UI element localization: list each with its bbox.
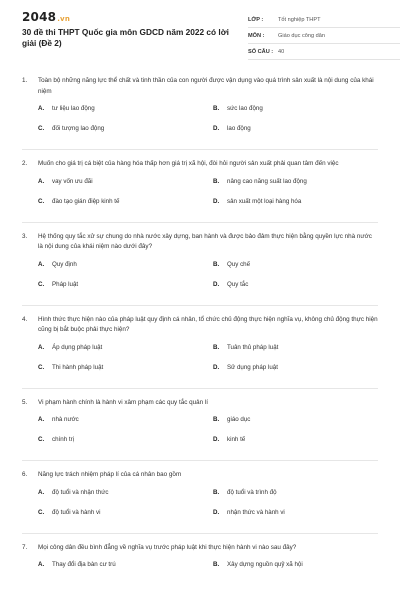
question-body: Vi phạm hành chính là hành vi xâm phạm các quy tắc quản lí bbox=[38, 398, 209, 406]
question-number: 2. bbox=[22, 160, 28, 167]
answer-options bbox=[38, 416, 378, 456]
option-key: A. bbox=[38, 260, 45, 268]
option-key: D. bbox=[213, 436, 220, 443]
question-text bbox=[22, 315, 378, 336]
option-text: Quy chế bbox=[227, 260, 251, 268]
answer-option[interactable] bbox=[213, 261, 378, 281]
option-key: C. bbox=[38, 280, 45, 288]
option-text: sản xuất một loại hàng hóa bbox=[227, 197, 302, 205]
option-text: nhận thức và hành vi bbox=[227, 508, 285, 516]
question-text bbox=[22, 543, 378, 554]
question-block bbox=[22, 76, 378, 150]
answer-option[interactable] bbox=[213, 509, 378, 529]
answer-option[interactable] bbox=[213, 125, 378, 145]
option-key: C. bbox=[38, 125, 45, 132]
option-text: tư liệu lao động bbox=[52, 105, 95, 112]
answer-option[interactable] bbox=[38, 105, 203, 125]
option-key: A. bbox=[38, 105, 45, 112]
meta-value: Tốt nghiệp THPT bbox=[278, 16, 321, 23]
option-key: C. bbox=[38, 363, 45, 371]
option-key: B. bbox=[213, 177, 220, 185]
option-key: C. bbox=[38, 197, 45, 205]
answer-option[interactable] bbox=[213, 436, 378, 456]
option-key: D. bbox=[213, 363, 220, 371]
option-text: Tuân thủ pháp luật bbox=[227, 343, 279, 351]
answer-option[interactable] bbox=[38, 416, 203, 436]
question-text bbox=[22, 232, 378, 253]
option-text: độ tuổi và nhận thức bbox=[52, 488, 109, 496]
question-block bbox=[22, 159, 378, 223]
question-body: Toàn bộ những năng lực thể chất và tinh thần của con người được vận dụng vào quá trình sản xuất là nội dung của khái niệm bbox=[38, 77, 374, 95]
answer-option[interactable] bbox=[38, 561, 203, 581]
logo-main: 2048 bbox=[22, 10, 57, 24]
question-number: 5. bbox=[22, 398, 28, 406]
question-body: Năng lực trách nhiệm pháp lí của cá nhân bao gồm bbox=[38, 471, 182, 478]
question-divider bbox=[22, 388, 378, 389]
answer-options bbox=[38, 561, 378, 581]
option-text: Quy tắc bbox=[227, 280, 249, 288]
answer-option[interactable] bbox=[213, 416, 378, 436]
document-title: 30 đề thi THPT Quốc gia môn GDCD năm 2022 có lời giải (Đề 2) bbox=[22, 27, 229, 48]
option-key: A. bbox=[38, 561, 45, 568]
option-text: đào tạo gián điệp kinh tế bbox=[52, 197, 120, 205]
question-divider bbox=[22, 533, 378, 534]
option-key: B. bbox=[213, 416, 220, 423]
answer-options bbox=[38, 178, 378, 218]
answer-option[interactable] bbox=[38, 125, 203, 145]
meta-label: MÔN : bbox=[248, 32, 265, 39]
question-text bbox=[22, 159, 378, 170]
answer-options bbox=[38, 344, 378, 384]
option-key: C. bbox=[38, 436, 45, 443]
question-body: Hệ thống quy tắc xử sự chung do nhà nước xây dựng, ban hành và được bảo đảm thực hiện bằng quyền lực nhà nước là nội dung của khái niệm nào dưới đây? bbox=[38, 232, 372, 250]
option-key: A. bbox=[38, 488, 45, 496]
question-number: 3. bbox=[22, 232, 28, 240]
option-key: C. bbox=[38, 508, 45, 516]
answer-options bbox=[38, 489, 378, 529]
option-text: Thi hành pháp luật bbox=[52, 363, 104, 371]
option-key: D. bbox=[213, 508, 220, 516]
question-number: 1. bbox=[22, 77, 28, 84]
meta-value: 40 bbox=[278, 48, 285, 55]
question-block bbox=[22, 315, 378, 389]
option-text: kinh tế bbox=[227, 436, 246, 443]
option-text: Xây dựng nguồn quỹ xã hội bbox=[227, 561, 303, 568]
option-key: B. bbox=[213, 561, 220, 568]
answer-option[interactable] bbox=[213, 344, 378, 364]
answer-option[interactable] bbox=[38, 261, 203, 281]
answer-option[interactable] bbox=[213, 561, 378, 581]
answer-option[interactable] bbox=[213, 178, 378, 198]
option-text: lao động bbox=[227, 125, 251, 132]
option-key: B. bbox=[213, 343, 220, 351]
question-divider bbox=[22, 149, 378, 150]
answer-option[interactable] bbox=[38, 364, 203, 384]
option-key: D. bbox=[213, 280, 220, 288]
question-number: 4. bbox=[22, 315, 28, 323]
option-key: D. bbox=[213, 197, 220, 205]
header bbox=[22, 0, 378, 66]
option-key: B. bbox=[213, 105, 220, 112]
meta-row-subject bbox=[248, 28, 400, 44]
option-text: sức lao động bbox=[227, 105, 263, 112]
question-block bbox=[22, 470, 378, 534]
option-key: A. bbox=[38, 343, 45, 351]
option-text: vay vốn ưu đãi bbox=[52, 177, 93, 185]
answer-option[interactable] bbox=[38, 281, 203, 301]
meta-row-class bbox=[248, 12, 400, 28]
answer-option[interactable] bbox=[213, 198, 378, 218]
option-text: độ tuổi và hành vi bbox=[52, 508, 101, 516]
question-body: Mọi công dân đều bình đẳng về nghĩa vụ trước pháp luật khi thực hiện hành vi nào sau đây? bbox=[38, 543, 297, 551]
option-text: nhà nước bbox=[52, 416, 79, 423]
answer-option[interactable] bbox=[213, 281, 378, 301]
question-divider bbox=[22, 222, 378, 223]
option-key: D. bbox=[213, 125, 220, 132]
question-divider bbox=[22, 305, 378, 306]
answer-option[interactable] bbox=[38, 198, 203, 218]
option-text: giáo dục bbox=[227, 416, 251, 423]
answer-options bbox=[38, 261, 378, 301]
option-key: A. bbox=[38, 177, 45, 185]
question-divider bbox=[22, 460, 378, 461]
option-text: độ tuổi và trình độ bbox=[227, 488, 277, 496]
answer-option[interactable] bbox=[213, 105, 378, 125]
question-text bbox=[22, 76, 378, 97]
logo-tld: .vn bbox=[57, 15, 71, 23]
answer-options bbox=[38, 105, 378, 145]
option-text: Thay đổi địa bàn cư trú bbox=[52, 561, 116, 568]
option-text: chính trị bbox=[52, 436, 75, 443]
option-text: đối tượng lao động bbox=[52, 125, 105, 132]
option-key: B. bbox=[213, 260, 220, 268]
question-list bbox=[22, 76, 378, 581]
question-text bbox=[22, 470, 378, 481]
answer-option[interactable] bbox=[38, 509, 203, 529]
question-text bbox=[22, 398, 378, 409]
question-block bbox=[22, 543, 378, 582]
option-text: Áp dụng pháp luật bbox=[52, 343, 103, 351]
option-text: Quy định bbox=[52, 260, 77, 268]
meta-label: SỐ CÂU : bbox=[248, 48, 274, 55]
meta-label: LỚP : bbox=[248, 16, 264, 23]
option-text: Sử dụng pháp luật bbox=[227, 363, 278, 371]
question-block bbox=[22, 398, 378, 462]
option-key: B. bbox=[213, 488, 220, 496]
question-number: 6. bbox=[22, 471, 28, 478]
meta-value: Giáo dục công dân bbox=[278, 32, 325, 39]
question-number: 7. bbox=[22, 543, 28, 551]
question-block bbox=[22, 232, 378, 306]
question-body: Muốn cho giá trị cá biệt của hàng hóa thấp hơn giá trị xã hội, đòi hỏi người sản xuất phải quan tâm đến việc bbox=[38, 160, 339, 167]
option-text: nâng cao năng suất lao động bbox=[227, 177, 307, 185]
meta-row-count bbox=[248, 44, 400, 60]
answer-option[interactable] bbox=[38, 436, 203, 456]
answer-option[interactable] bbox=[213, 489, 378, 509]
option-key: A. bbox=[38, 416, 45, 423]
site-logo[interactable] bbox=[22, 10, 70, 24]
answer-option[interactable] bbox=[38, 178, 203, 198]
answer-option[interactable] bbox=[213, 364, 378, 384]
option-text: Pháp luật bbox=[52, 280, 79, 288]
answer-option[interactable] bbox=[38, 489, 203, 509]
question-body: Hình thức thực hiện nào của pháp luật quy định cá nhân, tổ chức chủ động thực hiện nghĩa vụ, không chủ động thực hiện cũng bị bắt buộc phải thực hiện? bbox=[38, 315, 378, 333]
meta-panel bbox=[248, 12, 400, 60]
answer-option[interactable] bbox=[38, 344, 203, 364]
